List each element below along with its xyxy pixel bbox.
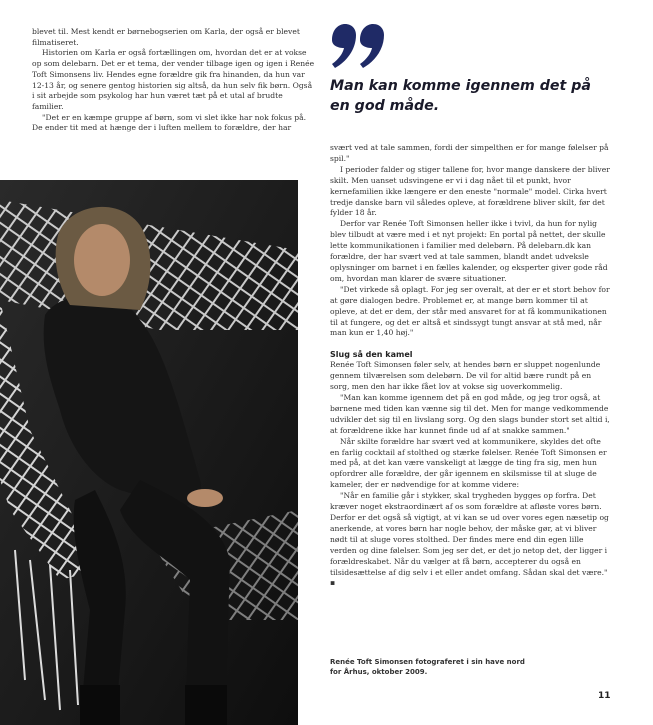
article-paragraph: Historien om Karla er også fortællingen om, hvordan det er at vokse op som delebarn. Det er et tema, der vender tilbage igen og igen i Renée Toft Simonsens liv. Hendes egne forældre gik fra hinanden, da hun var 12-13 år, og senere gentog historien sig altså, da hun selv fik børn. Også i sit arbejde som psykolog har hun været tæt på et utal af brudte familier. (32, 48, 315, 111)
quote-mark-icon (330, 22, 386, 70)
photo-caption: Renée Toft Simonsen fotograferet i sin have nord for Århus, oktober 2009. (330, 658, 525, 676)
left-article-column (32, 27, 316, 134)
article-paragraph: svært ved at tale sammen, fordi der simpelthen er for mange følelser på spil." (330, 143, 609, 163)
article-paragraph: Derfor var Renée Toft Simonsen heller ikke i tvivl, da hun for nylig blev tilbudt at være med i et nyt projekt: En portal på nettet, der skulle lette kommunikationen i familier med delebørn. På delebarn.dk kan forældre, der har svært ved at tale sammen, blandt andet udveksle oplysninger om barnet i en fælles kalender, og eksperter giver gode råd om, hvordan man klarer de svære situationer. (330, 219, 608, 283)
article-paragraph: I perioder falder og stiger tallene for, hvor mange danskere der bliver skilt. Men uanset udsvingene er vi i dag nået til et punkt, hvor kernefamilien ikke længere er den eneste "normale" model. Cirka hvert tredje danske barn vil således opleve, at forældrene bliver skilt, før det fylder 18 år. (330, 164, 610, 218)
article-paragraph: "Det er en kæmpe gruppe af børn, som vi slet ikke har nok fokus på. De ender tit med at hænge der i luften mellem to forældre, der har (32, 112, 307, 133)
right-article-column (330, 143, 612, 589)
pull-quote: Man kan komme igennem det på en god måde. (330, 78, 591, 114)
article-paragraph: "Når en familie går i stykker, skal trygheden bygges op forfra. Det kræver noget ekstraordinært af os som forældre at afløste vores børn. Derfor er det også så vigtigt, at vi kan se ud over vores egen næsetip og anerkende, at vores børn har nogle behov, der måske gør, at vi bliver nødt til at sluge vores stolthed. Der findes mere end din egen lille verden og dine følelser. Som jeg ser det, er det jo netop det, der ligger i forældreskabet. Når du vælger at få børn, accepterer du også en tilsidesættelse af dig selv i et eller andet omfang. Sådan skal det være." ▪ (330, 491, 609, 588)
article-paragraph: Når skilte forældre har svært ved at kommunikere, skyldes det ofte en farlig cocktail af stolthed og stærke følelser. Renée Toft Simonsen er med på, at det kan være vanskeligt at lægge de ting fra sig, men hun opfordrer alle forældre, der går igennem en skilsmisse til at sluge de kameler, der er nødvendige for at komme videre: (330, 436, 607, 490)
portrait-photo (0, 180, 298, 725)
article-paragraph: "Det virkede så oplagt. For jeg ser overalt, at der er et stort behov for at gøre dialogen bedre. Problemet er, at mange børn kommer til at opleve, at det er dem, der står med ansvaret for at få kommunikationen til at fungere, og det er altså et sindssygt tungt ansvar at stå med, når man kun er 1,40 høj." (330, 284, 610, 338)
article-paragraph: Renée Toft Simonsen føler selv, at hendes børn er sluppet nogenlunde gennem tilværelsen som delebørn. De vil for altid bære rundt på en sorg, men den har ikke fået lov at vokse sig uoverkommelig. (330, 360, 601, 392)
section-subheading: Slug så den kamel (330, 350, 413, 360)
article-paragraph: "Man kan komme igennem det på en god måde, og jeg tror også, at børnene med tiden kan vænne sig til det. Men for mange vedkommende udvikler det sig til en livslang sorg. Og den slags bunder stort set altid i, at forældrene ikke har kunnet finde ud af at snakke sammen." (330, 393, 610, 435)
page-number: 11 (598, 691, 611, 701)
article-paragraph: blevet til. Mest kendt er børnebogserien om Karla, der også er blevet filmatiseret. (32, 27, 300, 47)
